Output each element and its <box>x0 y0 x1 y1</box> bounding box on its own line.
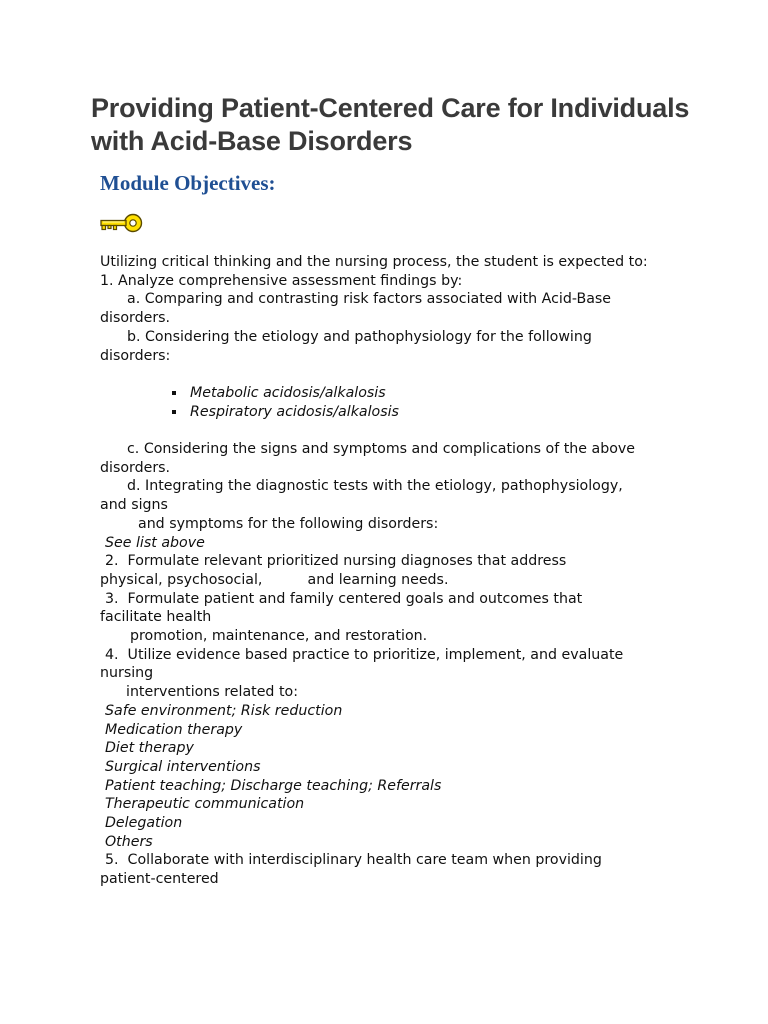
objective-2-line2: physical, psychosocial, and learning needs. <box>100 571 449 588</box>
intervention-item: Others <box>105 833 153 850</box>
objectives-body <box>100 253 675 889</box>
objective-1: 1. Analyze comprehensive assessment findings by: <box>100 272 463 289</box>
intro-text: Utilizing critical thinking and the nursing process, the student is expected to: <box>100 254 648 270</box>
intervention-item: Medication therapy <box>105 721 243 738</box>
objective-4-line2: nursing <box>100 665 154 682</box>
objective-1c-line1: c. Considering the signs and symptoms and complications of the above <box>127 441 635 457</box>
objective-1a <box>100 290 675 327</box>
objective-5-line1: 5. Collaborate with interdisciplinary health care team when providing <box>105 852 602 869</box>
intervention-item: Therapeutic communication <box>105 796 305 813</box>
objective-1d-line3: and symptoms for the following disorders: <box>138 515 439 532</box>
objective-2-line1: 2. Formulate relevant prioritized nursing diagnoses that address <box>105 553 567 570</box>
spacer <box>100 421 675 440</box>
objective-1a-text: a. Comparing and contrasting risk factors associated with Acid-Base disorders. <box>100 291 616 327</box>
objective-3-line1: 3. Formulate patient and family centered goals and outcomes that <box>105 590 583 607</box>
objective-3-line2: facilitate health <box>100 609 212 626</box>
list-item: Respiratory acidosis/alkalosis <box>170 403 675 422</box>
objective-3-line3: promotion, maintenance, and restoration. <box>130 628 428 645</box>
objective-1d-line1: d. Integrating the diagnostic tests with the etiology, pathophysiology, <box>127 478 623 495</box>
intervention-item: Diet therapy <box>105 740 194 757</box>
see-list-note: See list above <box>105 534 205 551</box>
objective-5-line2: patient-centered <box>100 871 219 888</box>
list-item: Metabolic acidosis/alkalosis <box>170 384 675 403</box>
section-heading: Module Objectives: <box>100 171 276 195</box>
page-title: Providing Patient-Centered Care for Individuals with Acid-Base Disorders <box>91 93 690 156</box>
intervention-item: Delegation <box>105 815 183 832</box>
objective-1b-line2: disorders: <box>100 347 171 364</box>
intervention-item: Surgical interventions <box>105 758 261 775</box>
objective-1d-line2: and signs <box>100 497 168 514</box>
objective-4-line3: interventions related to: <box>126 684 298 701</box>
objective-1c-line2: disorders. <box>100 459 171 476</box>
intervention-item: Safe environment; Risk reduction <box>105 702 343 719</box>
disorder-list <box>100 384 675 421</box>
spacer <box>100 365 675 384</box>
objective-4-line1: 4. Utilize evidence based practice to prioritize, implement, and evaluate <box>105 646 624 663</box>
objective-1b-line1: b. Considering the etiology and pathophysiology for the following <box>127 328 592 345</box>
key-icon <box>99 212 143 234</box>
intervention-item: Patient teaching; Discharge teaching; Referrals <box>105 777 442 794</box>
